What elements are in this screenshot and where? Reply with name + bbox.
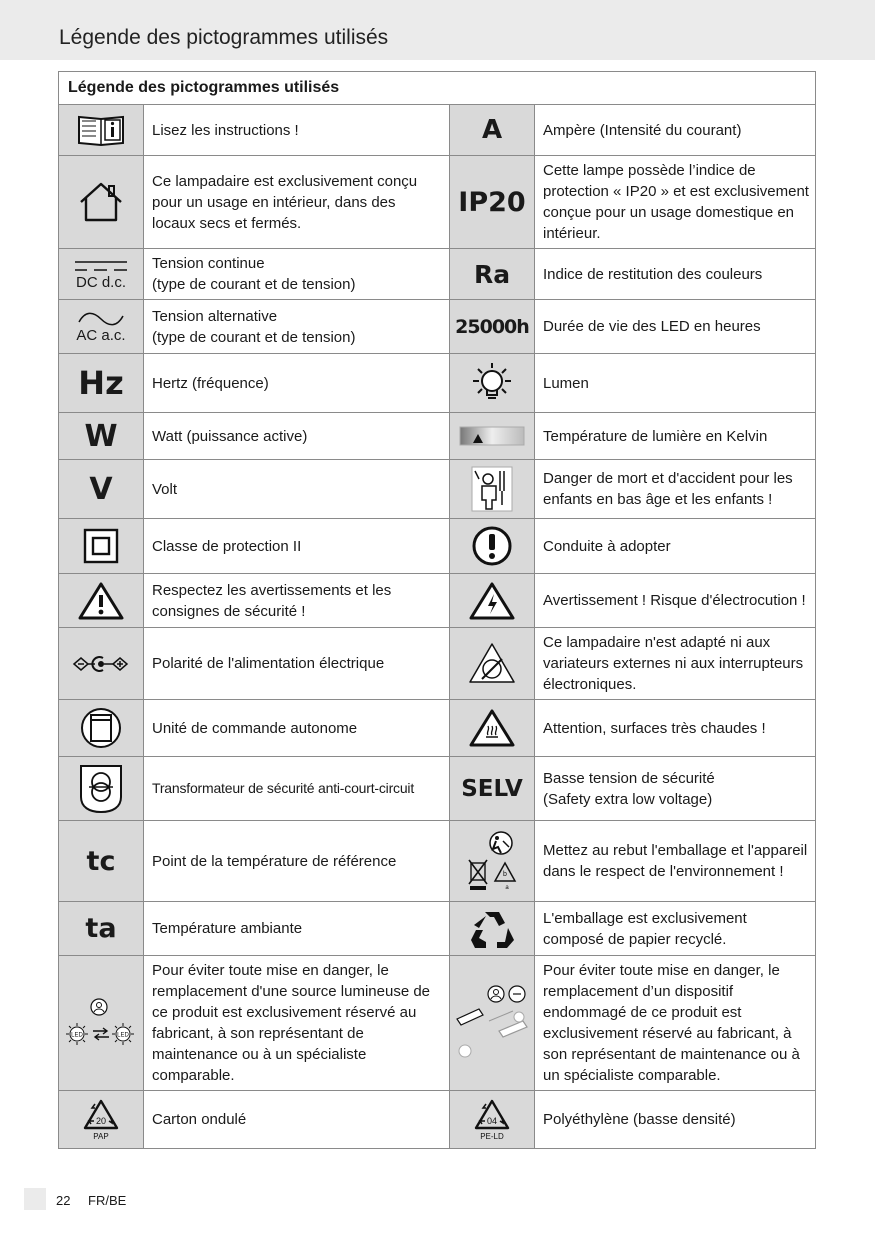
- pap-label: PAP: [93, 1131, 109, 1141]
- legend-text: Watt (puissance active): [144, 413, 450, 460]
- peld-label: PE-LD: [480, 1131, 504, 1141]
- legend-text: Basse tension de sécurité (Safety extra low voltage): [535, 757, 816, 821]
- pictogram-legend-table: [58, 71, 816, 1149]
- volt-label: V: [89, 471, 113, 507]
- legend-text: Avertissement ! Risque d'électrocution !: [535, 574, 816, 628]
- table-row: [59, 156, 816, 249]
- language-code: FR/BE: [88, 1193, 127, 1208]
- dc-label: DC d.c.: [75, 274, 126, 291]
- ip20-symbol: [450, 156, 535, 249]
- legend-text: Danger de mort et d'accident pour les enfants en bas âge et les enfants !: [535, 460, 816, 519]
- legend-text: Conduite à adopter: [535, 519, 816, 574]
- ampere-label: A: [481, 115, 503, 145]
- legend-text: Température de lumière en Kelvin: [535, 413, 816, 460]
- legend-text: Transformateur de sécurité anti-court-circuit: [144, 757, 450, 821]
- lifetime-label: 25000h: [455, 315, 529, 338]
- table-row: [59, 105, 816, 156]
- page-number: 22: [56, 1193, 71, 1208]
- lifetime-symbol: [450, 300, 535, 354]
- table-caption: Légende des pictogrammes utilisés: [59, 72, 816, 105]
- ip20-label: IP20: [458, 186, 526, 218]
- legend-text: Durée de vie des LED en heures: [535, 300, 816, 354]
- table-row: [59, 700, 816, 757]
- led-replace-icon: [59, 956, 144, 1091]
- control-unit-icon: [59, 700, 144, 757]
- table-row: [59, 902, 816, 956]
- tc-label: tc: [86, 845, 116, 877]
- selv-label: SELV: [461, 775, 523, 802]
- legend-text: Lisez les instructions !: [144, 105, 450, 156]
- book-info-icon: [59, 105, 144, 156]
- legend-text: Respectez les avertissements et les consignes de sécurité !: [144, 574, 450, 628]
- legend-text: Ce lampadaire n'est adapté ni aux variateurs externes ni aux interrupteurs électroniques.: [535, 628, 816, 700]
- pap-code-label: 20: [95, 1115, 107, 1126]
- legend-text: Tension continue (type de courant et de tension): [144, 249, 450, 300]
- legend-text: Point de la température de référence: [144, 821, 450, 902]
- hertz-label: Hz: [78, 364, 124, 402]
- legend-text: L'emballage est exclusivement composé de papier recyclé.: [535, 902, 816, 956]
- ac-label: AC a.c.: [76, 326, 126, 344]
- legend-text: Ce lampadaire est exclusivement conçu pour un usage en intérieur, dans des locaux secs et fermés.: [144, 156, 450, 249]
- lumen-bulb-icon: [450, 354, 535, 413]
- ta-symbol: [59, 902, 144, 956]
- legend-text: Tension alternative (type de courant et de tension): [144, 300, 450, 354]
- legend-text: Hertz (fréquence): [144, 354, 450, 413]
- legend-text: Attention, surfaces très chaudes !: [535, 700, 816, 757]
- table-row: [59, 574, 816, 628]
- peld-code-label: 04: [486, 1115, 498, 1126]
- kelvin-gradient-icon: [450, 413, 535, 460]
- legend-text: Polyéthylène (basse densité): [535, 1091, 816, 1149]
- no-dimmer-icon: [450, 628, 535, 700]
- hertz-symbol: [59, 354, 144, 413]
- electric-warning-icon: [450, 574, 535, 628]
- protection-class-ii-icon: [59, 519, 144, 574]
- peld04-recycle-icon: [450, 1091, 535, 1149]
- warning-triangle-icon: [59, 574, 144, 628]
- legend-text: Mettez au rebut l'emballage et l'appareil dans le respect de l'environnement !: [535, 821, 816, 902]
- svg-text:b: b: [503, 871, 507, 878]
- disposal-icon: [450, 821, 535, 902]
- svg-text:LED: LED: [71, 1032, 83, 1039]
- legend-text: Carton ondulé: [144, 1091, 450, 1149]
- house-icon: [59, 156, 144, 249]
- ampere-symbol: [450, 105, 535, 156]
- tc-symbol: [59, 821, 144, 902]
- svg-text:a: a: [505, 885, 509, 891]
- legend-text: Pour éviter toute mise en danger, le remplacement d'une source lumineuse de ce produit est exclusivement réservé au fabricant, à son représentant de maintenance ou à un spécialiste comparable.: [144, 956, 450, 1091]
- table-row: [59, 956, 816, 1091]
- table-row: [59, 628, 816, 700]
- legend-text: Cette lampe possède l’indice de protection « IP20 » et est exclusivement conçue pour un usage domestique en intérieur.: [535, 156, 816, 249]
- exclamation-circle-icon: [450, 519, 535, 574]
- ac-icon: [59, 300, 144, 354]
- footer-marker: [24, 1188, 46, 1210]
- table-row: [59, 354, 816, 413]
- driver-replace-icon: [450, 956, 535, 1091]
- table-row: [59, 413, 816, 460]
- table-row: [59, 300, 816, 354]
- legend-text: Lumen: [535, 354, 816, 413]
- legend-text: Température ambiante: [144, 902, 450, 956]
- table-row: [59, 519, 816, 574]
- table-row: [59, 757, 816, 821]
- svg-text:LED: LED: [117, 1032, 129, 1039]
- ra-symbol: [450, 249, 535, 300]
- legend-text: Classe de protection II: [144, 519, 450, 574]
- table-row: [59, 821, 816, 902]
- volt-symbol: [59, 460, 144, 519]
- recycle-icon: [450, 902, 535, 956]
- legend-text: Pour éviter toute mise en danger, le remplacement d’un dispositif endommagé de ce produit est exclusivement réservé au fabricant, à son représentant de maintenance ou à un spécialiste comparable.: [535, 956, 816, 1091]
- page-header: [0, 0, 875, 60]
- legend-text: Unité de commande autonome: [144, 700, 450, 757]
- child-danger-icon: [450, 460, 535, 519]
- safety-transformer-icon: [59, 757, 144, 821]
- watt-symbol: [59, 413, 144, 460]
- pap20-recycle-icon: [59, 1091, 144, 1149]
- legend-text: Polarité de l'alimentation électrique: [144, 628, 450, 700]
- legend-text: Volt: [144, 460, 450, 519]
- selv-symbol: [450, 757, 535, 821]
- page-title: Légende des pictogrammes utilisés: [59, 26, 389, 49]
- watt-label: W: [84, 418, 118, 454]
- table-row: [59, 249, 816, 300]
- dc-icon: [59, 249, 144, 300]
- table-caption-row: [59, 72, 816, 105]
- polarity-icon: [59, 628, 144, 700]
- legend-text: Indice de restitution des couleurs: [535, 249, 816, 300]
- table-row: [59, 1091, 816, 1149]
- legend-text: Ampère (Intensité du courant): [535, 105, 816, 156]
- ra-label: Ra: [473, 259, 511, 289]
- table-row: [59, 460, 816, 519]
- hot-surface-icon: [450, 700, 535, 757]
- ta-label: ta: [85, 913, 117, 944]
